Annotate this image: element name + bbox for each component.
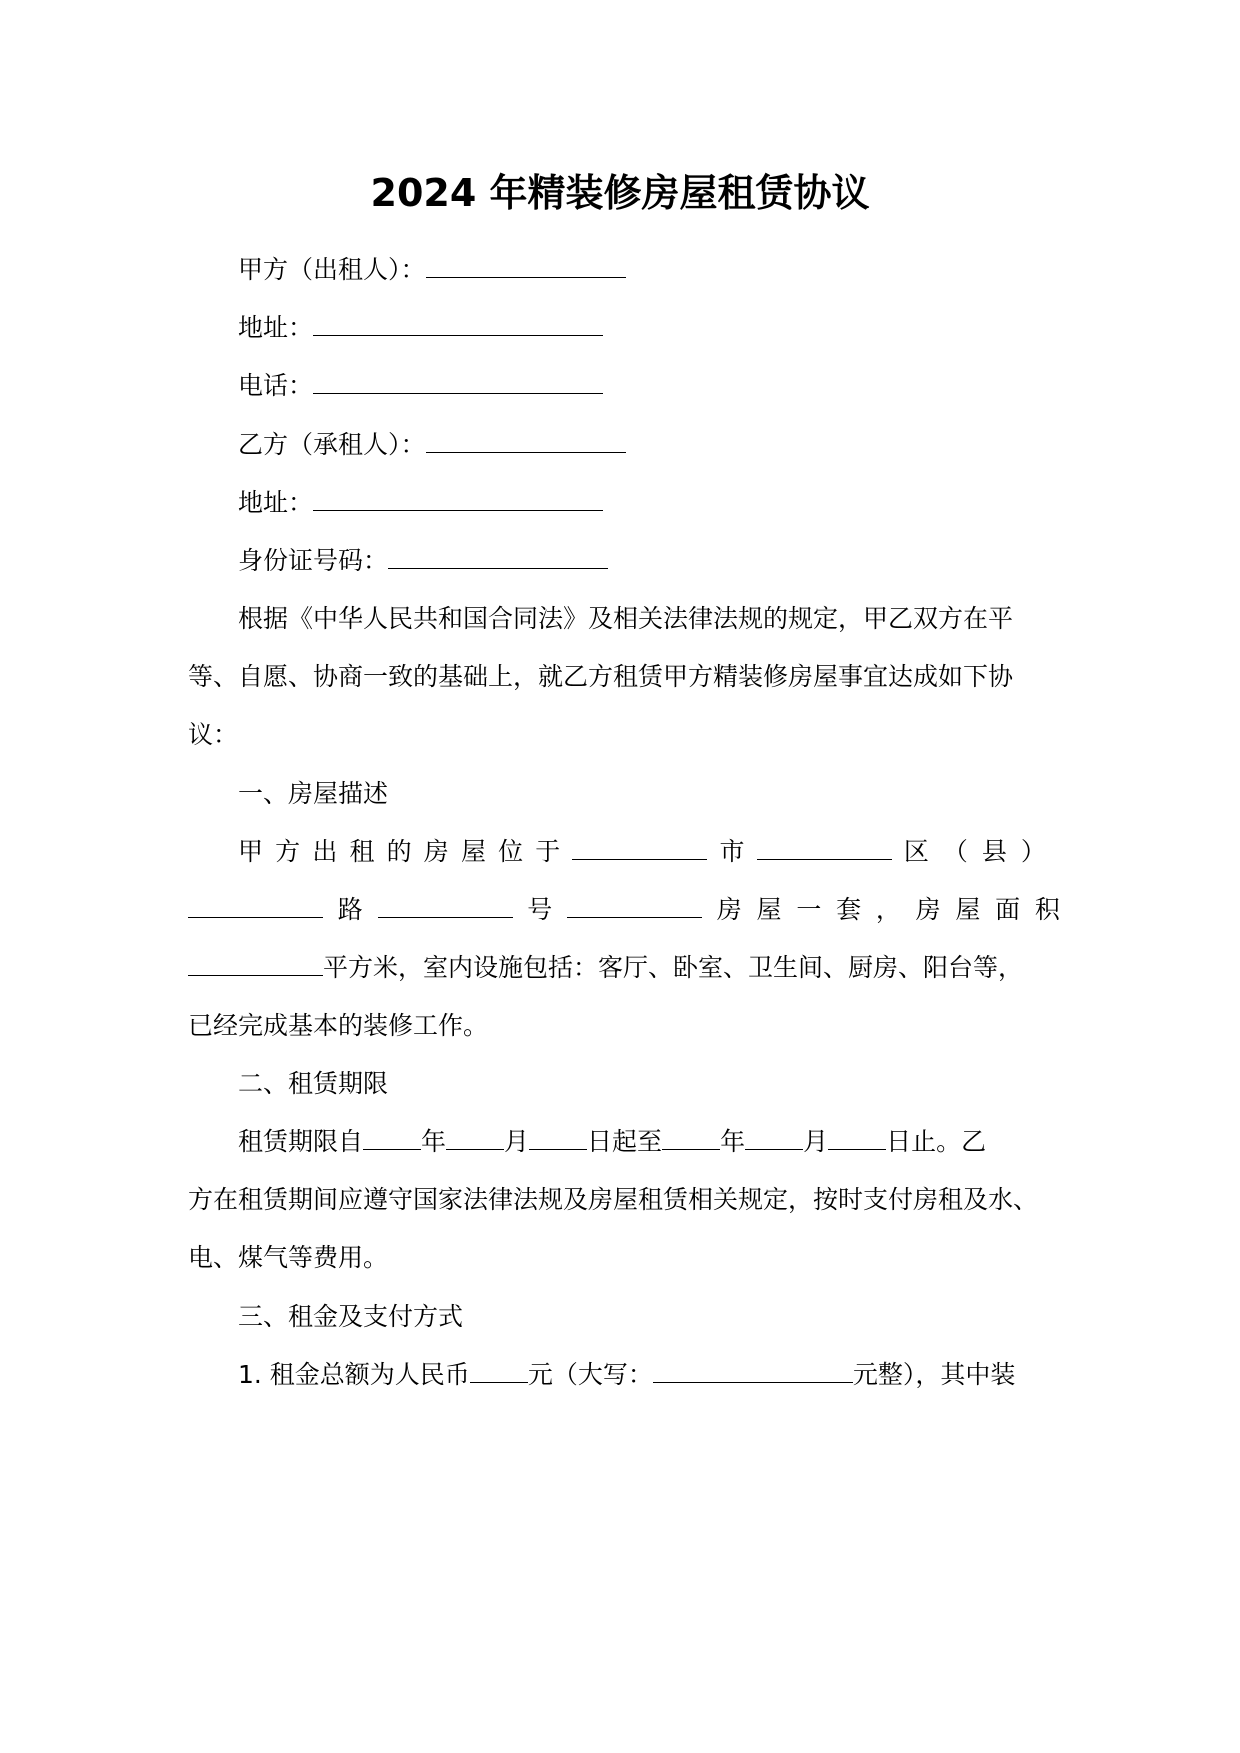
number-label: 号 xyxy=(527,895,553,924)
year-label: 年 xyxy=(421,1127,447,1156)
start-day-blank[interactable] xyxy=(529,1125,587,1150)
party-a-blank[interactable] xyxy=(426,253,626,278)
building-blank[interactable] xyxy=(567,893,702,918)
party-a-address-line xyxy=(238,310,1060,346)
party-b-address-line xyxy=(238,485,1060,521)
word: 出 xyxy=(312,837,338,866)
word: 面 xyxy=(995,895,1021,924)
word: 租 xyxy=(349,837,375,866)
end-year-blank[interactable] xyxy=(662,1125,720,1150)
rent-suffix: 元整），其中装 xyxy=(852,1360,1016,1389)
preamble-line-2: 等、自愿、协商一致的基础上，就乙方租赁甲方精装修房屋事宜达成如下协 xyxy=(188,662,1014,691)
preamble-line-1: 根据《中华人民共和国合同法》及相关法律法规的规定，甲乙双方在平 xyxy=(238,604,1014,633)
section-3-item-1 xyxy=(238,1357,1060,1393)
party-a-phone-blank[interactable] xyxy=(313,369,603,394)
section-2-line-2: 方在租赁期间应遵守国家法律法规及房屋租赁相关规定，按时支付房租及水、 xyxy=(188,1185,1039,1214)
month-label: 月 xyxy=(504,1127,530,1156)
word: 位 xyxy=(498,837,524,866)
word: 屋 xyxy=(756,895,782,924)
word: 房 xyxy=(915,895,941,924)
district-label: 区（县） xyxy=(903,837,1060,866)
section-2-line-1 xyxy=(238,1124,1060,1160)
word: 房 xyxy=(716,895,742,924)
party-a-address-label: 地址： xyxy=(238,313,314,342)
word: 一 xyxy=(796,895,822,924)
word: 房 xyxy=(423,837,449,866)
rent-yuan-label: 元（大写： xyxy=(527,1360,653,1389)
party-b-blank[interactable] xyxy=(426,428,626,453)
party-b-id-blank[interactable] xyxy=(388,544,608,569)
party-a-line xyxy=(238,252,1060,288)
word: 套 xyxy=(836,895,862,924)
party-b-address-blank[interactable] xyxy=(313,486,603,511)
rent-capital-blank[interactable] xyxy=(653,1358,853,1383)
district-blank[interactable] xyxy=(757,835,892,860)
word: 屋 xyxy=(955,895,981,924)
word: 积 xyxy=(1034,895,1060,924)
city-blank[interactable] xyxy=(572,835,707,860)
party-a-label: 甲方（出租人）： xyxy=(238,255,426,284)
word: 甲 xyxy=(238,837,264,866)
word: 方 xyxy=(275,837,301,866)
road-blank[interactable] xyxy=(188,893,323,918)
word: 屋 xyxy=(460,837,486,866)
start-day-label: 日起至 xyxy=(587,1127,663,1156)
party-b-line xyxy=(238,427,1060,463)
preamble-line-3: 议： xyxy=(188,720,239,749)
month-label: 月 xyxy=(803,1127,829,1156)
document-title: 2024 年精装修房屋租赁协议 xyxy=(370,171,870,215)
section-3-heading: 三、租金及支付方式 xyxy=(238,1302,464,1331)
year-label: 年 xyxy=(720,1127,746,1156)
party-a-phone-label: 电话： xyxy=(238,371,314,400)
road-label: 路 xyxy=(337,895,363,924)
party-b-label: 乙方（承租人）： xyxy=(238,430,426,459)
party-b-address-label: 地址： xyxy=(238,488,314,517)
start-month-blank[interactable] xyxy=(446,1125,504,1150)
start-year-blank[interactable] xyxy=(363,1125,421,1150)
section-1-line-2 xyxy=(188,892,1060,928)
word: ， xyxy=(875,895,901,924)
city-label: 市 xyxy=(719,837,745,866)
party-b-id-line xyxy=(238,543,1060,579)
area-blank[interactable] xyxy=(188,951,323,976)
word: 的 xyxy=(386,837,412,866)
number-blank[interactable] xyxy=(378,893,513,918)
rent-amount-blank[interactable] xyxy=(470,1358,528,1383)
section-2-heading: 二、租赁期限 xyxy=(238,1069,389,1098)
party-a-phone-line xyxy=(238,368,1060,404)
section-2-line-3: 电、煤气等费用。 xyxy=(188,1243,389,1272)
party-b-id-label: 身份证号码： xyxy=(238,546,389,575)
area-text: 平方米，室内设施包括：客厅、卧室、卫生间、厨房、阳台等， xyxy=(323,953,1024,982)
end-day-blank[interactable] xyxy=(828,1125,886,1150)
section-1-heading: 一、房屋描述 xyxy=(238,779,389,808)
lease-prefix: 租赁期限自 xyxy=(238,1127,364,1156)
party-a-address-blank[interactable] xyxy=(313,311,603,336)
section-1-line-1 xyxy=(238,834,1060,870)
rent-prefix: 1. 租金总额为人民币 xyxy=(238,1360,470,1389)
section-1-line-4: 已经完成基本的装修工作。 xyxy=(188,1011,489,1040)
end-month-blank[interactable] xyxy=(745,1125,803,1150)
word: 于 xyxy=(535,837,561,866)
section-1-line-3 xyxy=(188,950,1060,986)
end-day-label: 日止。乙 xyxy=(886,1127,987,1156)
